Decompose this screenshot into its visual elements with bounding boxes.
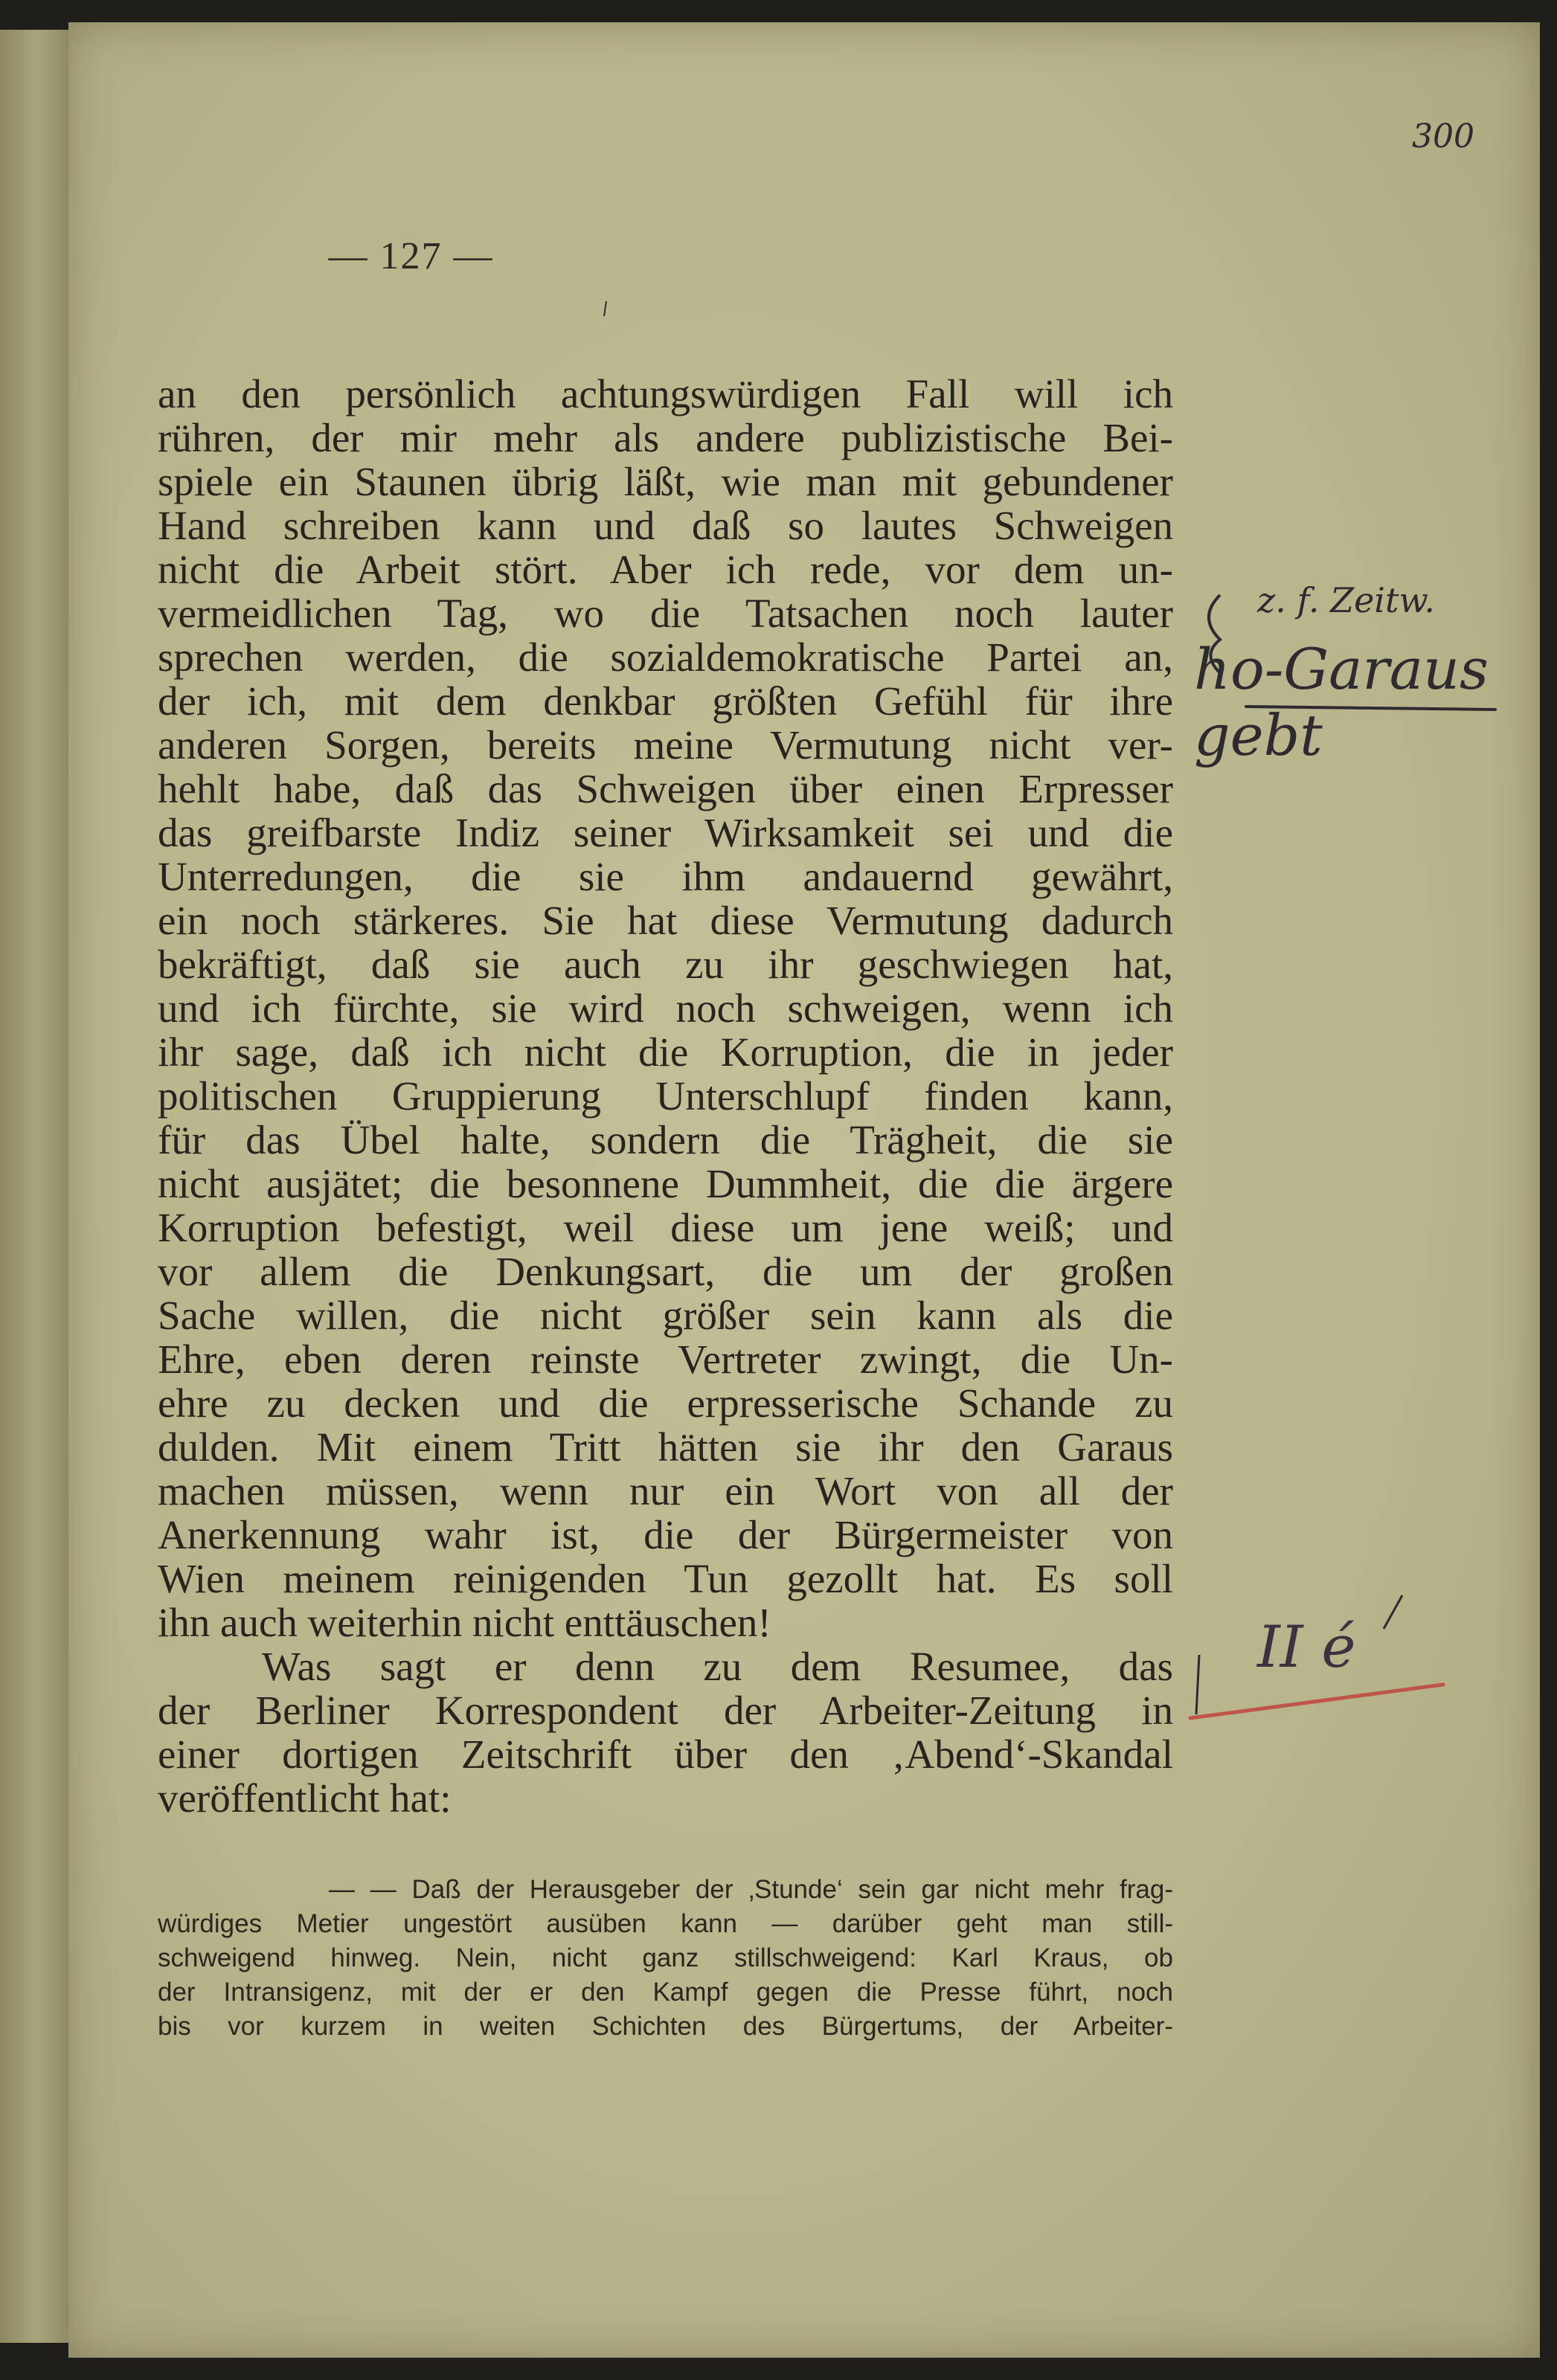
text-line: dulden. Mit einem Tritt hätten sie ihr den Garaus [158, 1424, 1173, 1470]
footnote-line: würdiges Metier ungestört ausüben kann — darüber geht man still- [158, 1909, 1173, 1938]
text-line: vor allem die Denkungsart, die um der großen [158, 1249, 1173, 1294]
text-line: anderen Sorgen, bereits meine Vermutung nicht ver- [158, 722, 1173, 768]
text-line: an den persönlich achtungswürdigen Fall will ich [158, 371, 1173, 416]
text-line: veröffentlicht hat: [158, 1775, 452, 1821]
text-line: Unterredungen, die sie ihm andauernd gewährt, [158, 854, 1173, 899]
text-line: der Berliner Korrespondent der Arbeiter-Zeitung in [158, 1688, 1173, 1733]
footnote-line: der Intransigenz, mit der er den Kampf gegen die Presse führt, noch [158, 1978, 1173, 2007]
text-line: vermeidlichen Tag, wo die Tatsachen noch lauter [158, 591, 1173, 636]
red-pencil-stroke [1190, 1685, 1443, 1718]
text-line: und ich fürchte, sie wird noch schweigen, wenn ich [158, 985, 1173, 1031]
text-line: Sache willen, die nicht größer sein kann als die [158, 1293, 1173, 1338]
text-line: politischen Gruppierung Unterschlupf finden kann, [158, 1073, 1173, 1119]
footnote-line: bis vor kurzem in weiten Schichten des Bürgertums, der Arbeiter- [158, 2012, 1173, 2041]
text-line: Wien meinem reinigenden Tun gezollt hat. Es soll [158, 1556, 1173, 1601]
text-line: ihn auch weiterhin nicht enttäuschen! [158, 1600, 771, 1645]
text-line: nicht ausjätet; die besonnene Dummheit, die die ärgere [158, 1161, 1173, 1206]
accent-stroke [1384, 1595, 1402, 1629]
pencil-tick [604, 301, 606, 316]
text-line: das greifbarste Indiz seiner Wirksamkeit sei und die [158, 810, 1173, 855]
text-line: einer dortigen Zeitschrift über den ‚Abend‘-Skandal [158, 1731, 1173, 1777]
text-line: sprechen werden, die sozialdemokratische Partei an, [158, 634, 1173, 680]
text-line: hehlt habe, daß das Schweigen über einen Erpresser [158, 766, 1173, 811]
text-line: Korruption befestigt, weil diese um jene weiß; und [158, 1205, 1173, 1250]
margin-vertical-mark [1196, 1655, 1199, 1714]
text-line: spiele ein Staunen übrig läßt, wie man mit gebundener [158, 459, 1173, 504]
text-line: machen müssen, wenn nur ein Wort von all der [158, 1468, 1173, 1514]
margin-bracket [1209, 595, 1220, 673]
text-line: Hand schreiben kann und daß so lautes Schweigen [158, 503, 1173, 548]
text-line: ihr sage, daß ich nicht die Korruption, die in jeder [158, 1029, 1173, 1075]
margin-note-lower: II é [1257, 1614, 1356, 1681]
corner-page-mark: 300 [1412, 118, 1474, 155]
text-line: ehre zu decken und die erpresserische Schande zu [158, 1380, 1173, 1426]
text-line: der ich, mit dem denkbar größten Gefühl für ihre [158, 678, 1173, 724]
text-line: Was sagt er denn zu dem Resumee, das [262, 1644, 1173, 1689]
footnote-line: — — Daß der Herausgeber der ‚Stunde‘ sein gar nicht mehr frag- [329, 1875, 1173, 1904]
margin-note-top: z. f. Zeitw. [1257, 580, 1436, 620]
text-line: nicht die Arbeit stört. Aber ich rede, vor dem un- [158, 547, 1173, 592]
text-line: Anerkennung wahr ist, die der Bürgermeister von [158, 1512, 1173, 1557]
text-line: rühren, der mir mehr als andere publizistische Bei- [158, 415, 1173, 460]
text-line: für das Übel halte, sondern die Trägheit, die sie [158, 1117, 1173, 1162]
text-line: ein noch stärkeres. Sie hat diese Vermutung dadurch [158, 898, 1173, 943]
text-line: Ehre, eben deren reinste Vertreter zwingt, die Un- [158, 1337, 1173, 1382]
footnote-line: schweigend hinweg. Nein, nicht ganz stillschweigend: Karl Kraus, ob [158, 1943, 1173, 1972]
text-line: bekräftigt, daß sie auch zu ihr geschwiegen hat, [158, 942, 1173, 987]
margin-note-main: ho-Garaus gebt [1194, 636, 1489, 768]
margin-underline [1246, 707, 1495, 710]
page-number: — 127 — [328, 235, 494, 277]
